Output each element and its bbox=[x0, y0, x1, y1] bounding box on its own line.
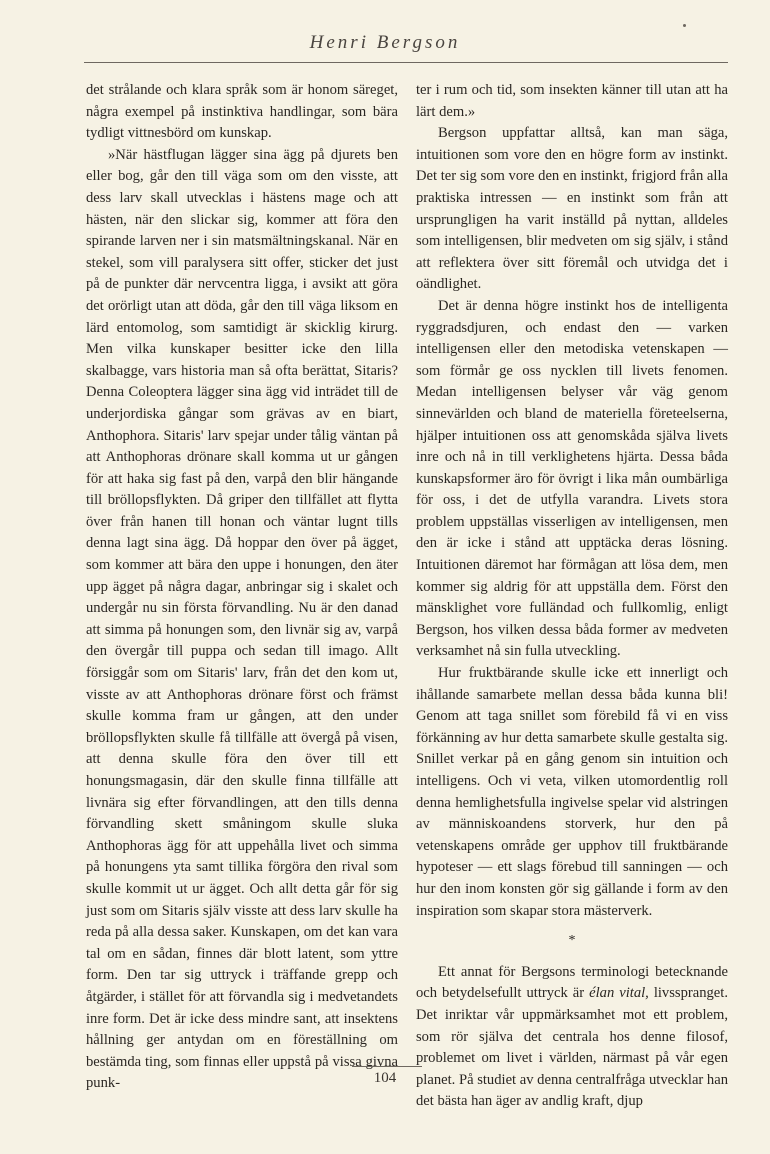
section-separator: * bbox=[568, 933, 576, 949]
italic-term: élan vital, bbox=[589, 985, 649, 1002]
page-number: 104 bbox=[373, 1070, 397, 1086]
paragraph: Hur fruktbärande skulle icke ett innerligt och ihållande samarbete mellan dessa båda kunna bli! Genom att taga snillet som förebild få vi en viss förkänning av hur detta samarbete skulle gestalta sig. Snillet verkar på en gång genom sin intuition och intelligens. Och vi veta, vilken utomordentlig roll denna hemlighetsfulla ingivelse spelar vid alstringen av människoandens storverk, hur den på vetenskapens område ger upphov till fruktbärande hypoteser — ett slags förebud till sanningen — och hur den inom konsten gör sig gällande i form av den inspiration som skapar stora mästerverk. bbox=[416, 665, 728, 919]
paragraph: det strålande och klara språk som är honom säreget, några exempel på instinktiva handlingar, som bära tydligt vittnesbörd om kunskap. bbox=[86, 82, 398, 142]
right-column bbox=[416, 80, 728, 1113]
paragraph: Bergson uppfattar alltså, kan man säga, intuitionen som vore den en högre form av instinkt. Det ter sig som vore den en instinkt, frigjord från alla praktiska intressen — en instinkt som från att ursprungligen ha varit inställd på nyttan, alldeles som intelligensen, blir medveten om sig själv, i stånd att reflektera över sitt föremål och utvidga det i oändlighet. bbox=[416, 125, 728, 293]
running-header: Henri Bergson bbox=[309, 32, 461, 53]
paragraph: ter i rum och tid, som insekten känner till utan att ha lärt dem.» bbox=[416, 82, 728, 120]
paragraph: Det är denna högre instinkt hos de intelligenta ryggradsdjuren, och endast den — varken intelligensen eller den metodiska vetenskapen — som förmår ge oss nycklen till livets fenomen. Medan intelligensen belyser vår väg genom sinnevärlden och bland de materiella företeelserna, hjälper intuitionen oss att genomskåda själva livets inre och nå in till verklighetens hjärta. Dessa båda kunskapsformer äro för övrigt i lika mån oumbärliga för oss, i det de utfylla varandra. Livets stora problem uppställas visserligen av intelligensen, men den är icke i stånd att upptäcka deras lösning. Intuitionen däremot har förmågan att lösa dem, men kommer sig aldrig för att uppställa dem. Först den mänsklighet vore fulländad och fullkomlig, enligt Bergson, hos vilken dessa båda former av medveten verksamhet nå sin fulla utveckling. bbox=[416, 297, 728, 660]
paragraph-text: livsspranget. Det inriktar vår uppmärksamhet mot ett problem, som rör själva det centrala hos denne filosof, problemet om livet i världen, närmast på vår egen planet. På studiet av denna centralfråga utvecklar han det bästa han äger av andlig kraft, djup bbox=[416, 985, 729, 1110]
paragraph: »När hästflugan lägger sina ägg på djurets ben eller bog, går den till väga som om den visste, att dess larv skall utvecklas i hästens mage och att hästen, när den slickar sig, kommer att föra den spirande larven ner i sin matsmältningskanal. När en stekel, som vill paralysera sitt offer, sticker det just på de punkter där nervcentra ligga, i avsikt att göra det orörligt utan att döda, går den till väga liksom en lärd entomolog, som samtidigt är skicklig kirurg. Men vilka kunskaper besitter icke den lilla skalbagge, vars historia man så ofta berättat, Sitaris? Denna Coleoptera lägger sina ägg vid inträdet till de underjordiska gångar som grävas av en biart, Anthophora. Sitaris' larv spejar under tålig väntan på att Anthophoras drönare skall komma ut ur gången för att haka sig fast på den, varpå den blir hängande till bröllopsflykten. Då griper den tillfället att flytta över från hanen till honan och väntar lugnt tills denna lagt sina ägg. Då hoppar den över på ägget, som kommer att bära den uppe i honungen, den äter upp ägget på några dagar, anbringar sig i skalet och undergår nu sin första förvandling. Nu är den danad att simma på honungen som, den livnär sig av, varpå den övergår till puppa och sedan till imago. Allt försiggår som om Sitaris' larv, från det den kom ut, visste av att Anthophoras drönare först och främst skulle komma fram ur gången, att den under bröllopsflykten skulle få tillfälle att övergå på visen, att denna skulle föra den över till ett honungsmagasin, där den skulle finna tillfälle att livnära sig efter förvandlingen, att den tills denna förvandling skett småningom skulle sluka Anthophoras ägg för att uppehålla livet och simma på honungens yta samt tillika förgöra den rival som skulle kommit ut ur ägget. Och allt detta går för sig just som om Sitaris själv visste att dess larv skulle ha reda på alla dessa saker. Kunskapen, om det kan vara tal om en sådan, finnes där blott latent, som yttre form. Den tar sig uttryck i träffande grepp och åtgärder, i stället för att förvandla sig i medvetandets inre form. Det är icke dess mindre sant, att insektens hållning ger antydan om en föreställning om bestämda ting, som finnas eller uppstå på vissa givna punk- bbox=[86, 146, 398, 1092]
left-column bbox=[86, 80, 398, 1095]
header-rule bbox=[84, 62, 728, 63]
paragraph bbox=[416, 962, 728, 1113]
print-speck bbox=[683, 24, 686, 27]
footer-rule bbox=[352, 1066, 422, 1067]
paragraph-text: Ett annat för Bergsons terminologi betecknande och betydelsefullt uttryck är bbox=[416, 963, 728, 1002]
